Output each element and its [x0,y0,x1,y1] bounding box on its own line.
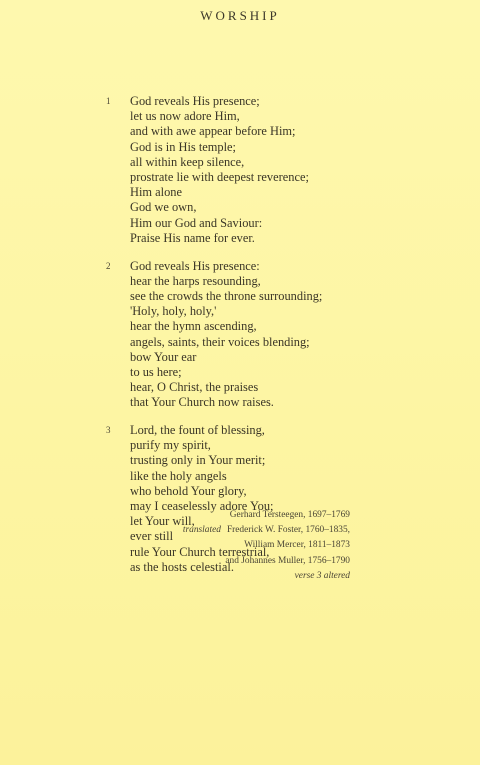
verse-line: God we own, [130,200,197,215]
page-header: WORSHIP [200,8,280,23]
verse-number: 3 [106,425,111,436]
verse-line: and with awe appear before Him; [130,124,296,139]
verse-line: bow Your ear [130,349,197,364]
verse-line: let us now adore Him, [130,109,240,124]
verse-line: prostrate lie with deepest reverence; [130,170,309,185]
verse-line: rule Your Church terrestrial, [130,544,270,559]
verse-line: all within keep silence, [130,154,245,169]
translator-credit-3: and Johannes Muller, 1756–1790 [225,555,350,566]
verse-line: Praise His name for ever. [130,230,255,245]
verse-line: God reveals His presence: [130,258,260,273]
attribution [110,508,350,584]
verse-line: Him our God and Saviour: [130,215,263,230]
verse-line: trusting only in Your merit; [130,453,266,468]
verse-1 [108,94,408,246]
verse-line: to us here; [130,364,182,379]
verse-line: may I ceaselessly adore You; [130,499,274,514]
verse-line: like the holy angels [130,468,227,483]
translator-name-1: Frederick W. Foster, 1760–1835, [226,525,350,536]
verse-line: Him alone [130,185,182,200]
verse-number: 1 [106,96,111,106]
verse-lines [130,259,408,411]
author-credit: Gerhard Tersteegen, 1697–1769 [229,510,350,520]
verse-line: hear the harps resounding, [130,273,261,288]
verse-line: angels, saints, their voices blending; [130,334,310,349]
verse-line: God reveals His presence; [130,94,260,108]
verse-line: that Your Church now raises. [130,395,274,410]
verse-line: who behold Your glory, [130,483,247,498]
translator-credit-1 [110,523,350,538]
verse-lines [130,94,408,246]
translated-label: translated [182,525,221,536]
verse-2 [108,259,408,411]
verse-line: 'Holy, holy, holy,' [130,304,217,319]
verse-line: God is in His temple; [130,139,237,154]
alteration-note: verse 3 altered [294,570,350,581]
verse-number: 2 [106,260,111,271]
verse-line: ever still [130,529,174,544]
verse-line: Lord, the fount of blessing, [130,423,265,438]
verse-line: as the hosts celestial. [130,559,234,574]
verse-line: see the crowds the throne surrounding; [130,288,323,303]
verse-line: hear the hymn ascending, [130,319,257,334]
translator-credit-2: William Mercer, 1811–1873 [244,540,350,551]
verse-line: hear, O Christ, the praises [130,380,259,395]
verse-line: purify my spirit, [130,438,211,453]
verse-line: let Your will, [130,514,195,529]
